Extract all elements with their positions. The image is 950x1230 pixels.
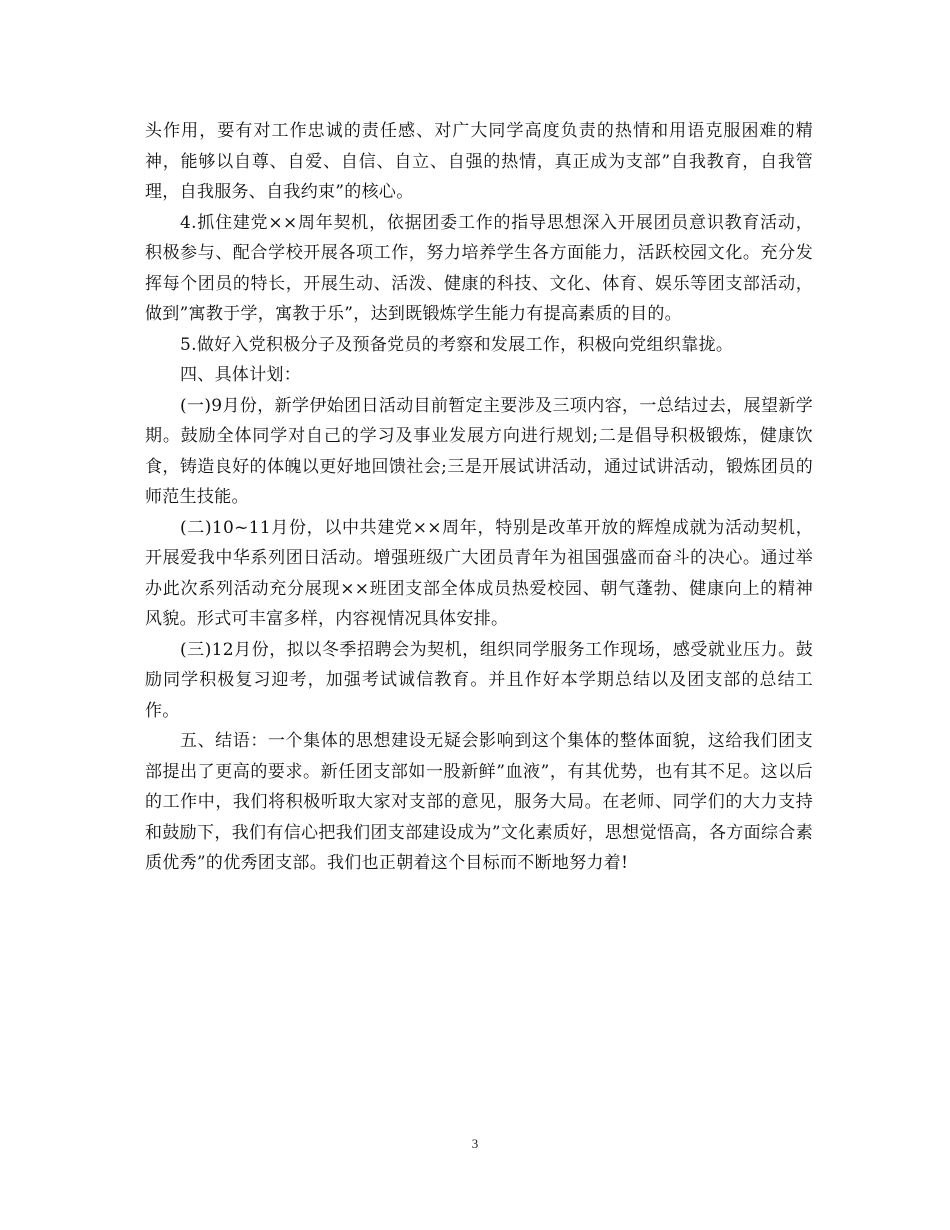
paragraph-plan-october-november: (二)10~11月份，以中共建党××周年，特别是改革开放的辉煌成就为活动契机，开展爱我中华系列团日活动。增强班级广大团员青年为祖国强盛而奋斗的决心。通过举办此次系列活动充分展现××班团支部全体成员热爱校园、朝气蓬勃、健康向上的精神风貌。形式可丰富多样，内容视情况具体安排。 (145, 517, 813, 629)
paragraph-item-4: 4.抓住建党××周年契机，依据团委工作的指导思想深入开展团员意识教育活动，积极参与、配合学校开展各项工作，努力培养学生各方面能力，活跃校园文化。充分发挥每个团员的特长，开展生动、活泼、健康的科技、文化、体育、娱乐等团支部活动，做到”寓教于学，寓教于乐”，达到既锻炼学生能力有提高素质的目的。 (145, 212, 813, 324)
paragraph-plan-december: (三)12月份，拟以冬季招聘会为契机，组织同学服务工作现场，感受就业压力。鼓励同学积极复习迎考，加强考试诚信教育。并且作好本学期总结以及团支部的总结工作。 (145, 639, 813, 721)
paragraph-conclusion: 五、结语：一个集体的思想建设无疑会影响到这个集体的整体面貌，这给我们团支部提出了更高的要求。新任团支部如一股新鲜”血液”，有其优势，也有其不足。这以后的工作中，我们将积极听取大家对支部的意见，服务大局。在老师、同学们的大力支持和鼓励下，我们有信心把我们团支部建设成为”文化素质好，思想觉悟高，各方面综合素质优秀”的优秀团支部。我们也正朝着这个目标而不断地努力着! (145, 731, 813, 873)
paragraph-plan-september: (一)9月份，新学伊始团日活动目前暂定主要涉及三项内容，一总结过去，展望新学期。鼓励全体同学对自己的学习及事业发展方向进行规划;二是倡导积极锻炼，健康饮食，铸造良好的体魄以更好地回馈社会;三是开展试讲活动，通过试讲活动，锻炼团员的师范生技能。 (145, 395, 813, 507)
page-number: 3 (471, 1136, 479, 1151)
document-body (145, 116, 813, 879)
section-heading-specific-plan: 四、具体计划： (180, 365, 302, 385)
paragraph-item-5: 5.做好入党积极分子及预备党员的考察和发展工作，积极向党组织靠拢。 (180, 334, 734, 355)
paragraph-continuation: 头作用，要有对工作忠诚的责任感、对广大同学高度负责的热情和用语克服困难的精神，能够以自尊、自爱、自信、自立、自强的热情，真正成为支部”自我教育，自我管理，自我服务、自我约束”的核心。 (145, 121, 813, 202)
